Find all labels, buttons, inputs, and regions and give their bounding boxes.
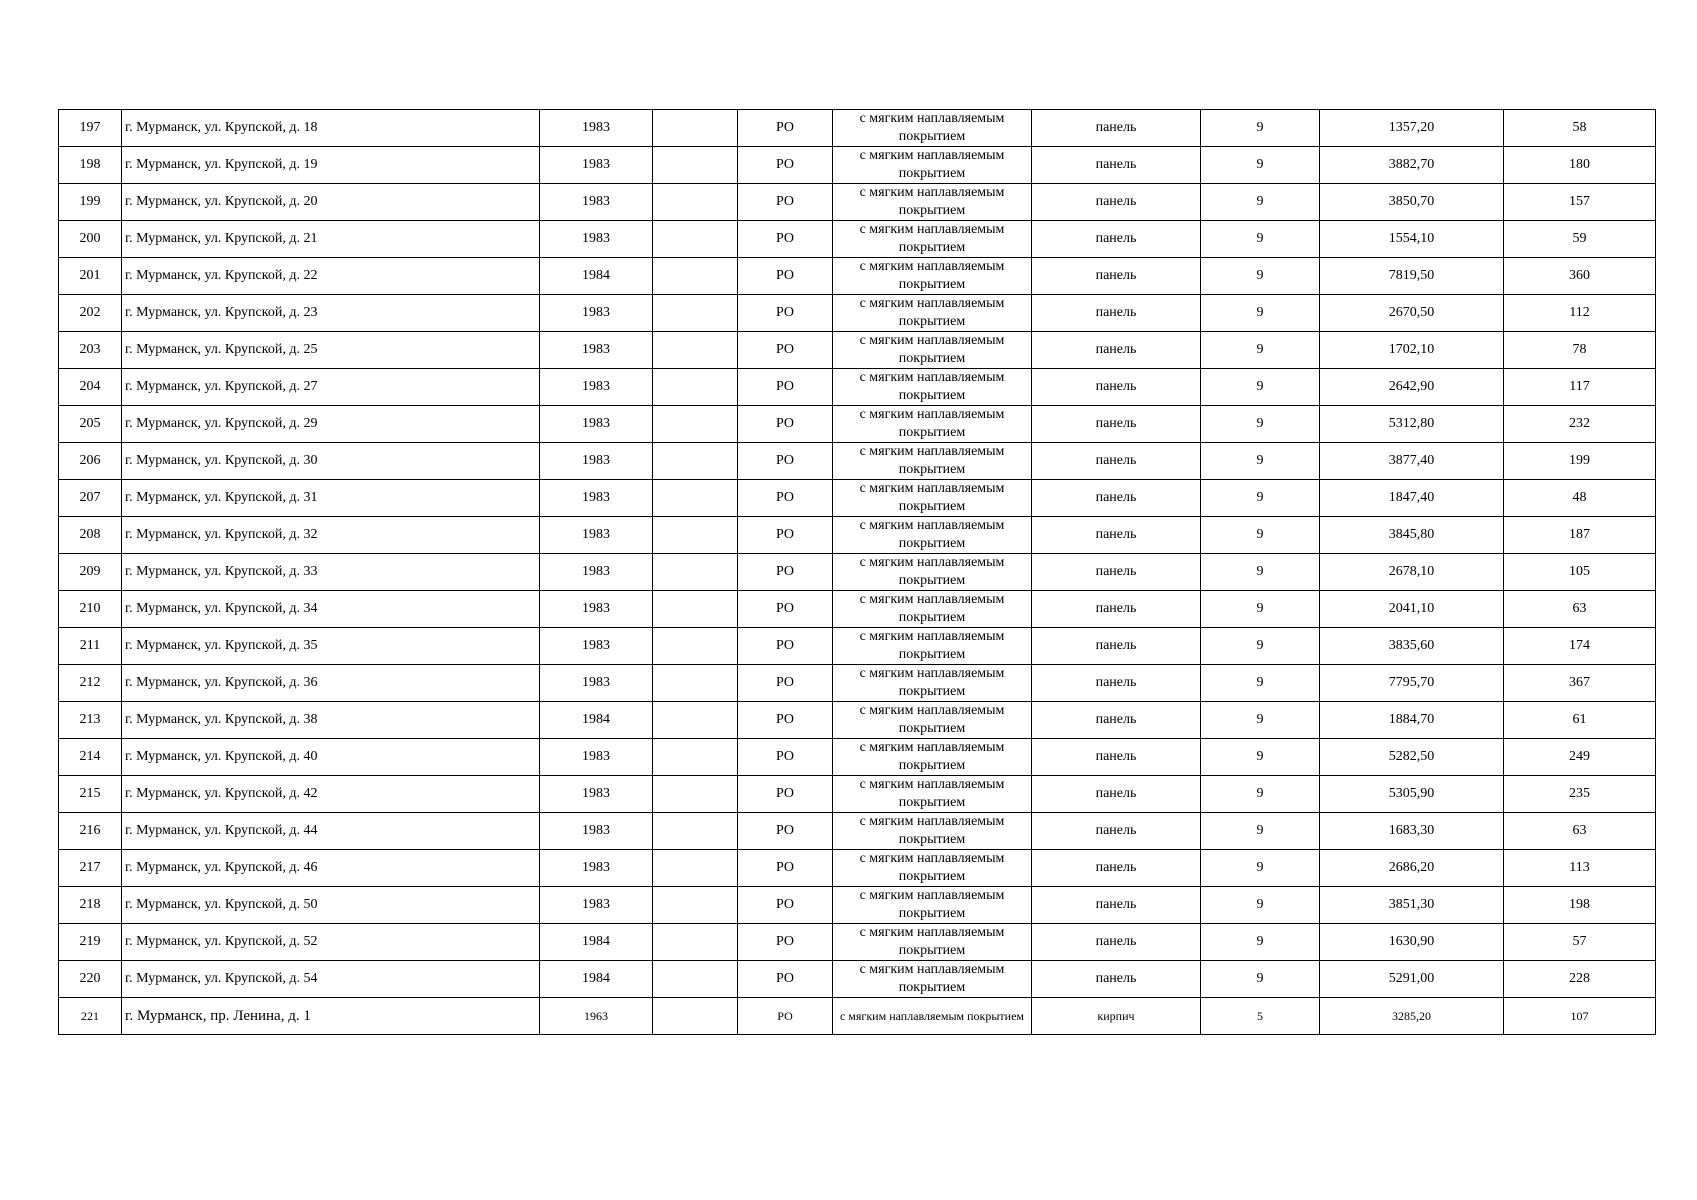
row-number-cell: 203 <box>59 332 122 369</box>
wall-material-cell: панель <box>1032 406 1201 443</box>
floors-cell: 5 <box>1201 998 1320 1035</box>
address-cell: г. Мурманск, ул. Крупской, д. 36 <box>122 665 540 702</box>
count-cell: 360 <box>1504 258 1656 295</box>
table-row <box>59 887 1656 924</box>
roof-type-cell: с мягким наплавляемым покрытием <box>833 443 1032 480</box>
empty-cell <box>653 998 738 1035</box>
floors-cell: 9 <box>1201 924 1320 961</box>
table-row <box>59 480 1656 517</box>
build-year-cell: 1983 <box>540 887 653 924</box>
table-row <box>59 258 1656 295</box>
address-cell: г. Мурманск, ул. Крупской, д. 50 <box>122 887 540 924</box>
row-number-cell: 211 <box>59 628 122 665</box>
empty-cell <box>653 887 738 924</box>
empty-cell <box>653 628 738 665</box>
area-cell: 3845,80 <box>1320 517 1504 554</box>
wall-material-cell: панель <box>1032 221 1201 258</box>
row-number-cell: 205 <box>59 406 122 443</box>
roof-type-cell: с мягким наплавляемым покрытием <box>833 147 1032 184</box>
area-cell: 1683,30 <box>1320 813 1504 850</box>
empty-cell <box>653 813 738 850</box>
code-cell: РО <box>738 295 833 332</box>
row-number-cell: 207 <box>59 480 122 517</box>
roof-type-cell: с мягким наплавляемым покрытием <box>833 739 1032 776</box>
area-cell: 3877,40 <box>1320 443 1504 480</box>
address-cell: г. Мурманск, ул. Крупской, д. 27 <box>122 369 540 406</box>
code-cell: РО <box>738 221 833 258</box>
table-row <box>59 739 1656 776</box>
count-cell: 57 <box>1504 924 1656 961</box>
count-cell: 187 <box>1504 517 1656 554</box>
count-cell: 105 <box>1504 554 1656 591</box>
build-year-cell: 1983 <box>540 813 653 850</box>
row-number-cell: 218 <box>59 887 122 924</box>
count-cell: 63 <box>1504 591 1656 628</box>
row-number-cell: 198 <box>59 147 122 184</box>
table-row <box>59 369 1656 406</box>
floors-cell: 9 <box>1201 332 1320 369</box>
count-cell: 198 <box>1504 887 1656 924</box>
count-cell: 107 <box>1504 998 1656 1035</box>
empty-cell <box>653 591 738 628</box>
area-cell: 3835,60 <box>1320 628 1504 665</box>
area-cell: 5291,00 <box>1320 961 1504 998</box>
empty-cell <box>653 147 738 184</box>
area-cell: 1847,40 <box>1320 480 1504 517</box>
code-cell: РО <box>738 591 833 628</box>
roof-type-cell: с мягким наплавляемым покрытием <box>833 961 1032 998</box>
address-cell: г. Мурманск, ул. Крупской, д. 32 <box>122 517 540 554</box>
wall-material-cell: панель <box>1032 517 1201 554</box>
empty-cell <box>653 924 738 961</box>
count-cell: 228 <box>1504 961 1656 998</box>
build-year-cell: 1983 <box>540 776 653 813</box>
area-cell: 1702,10 <box>1320 332 1504 369</box>
area-cell: 3285,20 <box>1320 998 1504 1035</box>
wall-material-cell: панель <box>1032 665 1201 702</box>
floors-cell: 9 <box>1201 776 1320 813</box>
area-cell: 5282,50 <box>1320 739 1504 776</box>
floors-cell: 9 <box>1201 813 1320 850</box>
roof-type-cell: с мягким наплавляемым покрытием <box>833 591 1032 628</box>
floors-cell: 9 <box>1201 665 1320 702</box>
code-cell: РО <box>738 924 833 961</box>
address-cell: г. Мурманск, ул. Крупской, д. 18 <box>122 110 540 147</box>
table-row <box>59 924 1656 961</box>
build-year-cell: 1983 <box>540 665 653 702</box>
count-cell: 48 <box>1504 480 1656 517</box>
wall-material-cell: панель <box>1032 184 1201 221</box>
empty-cell <box>653 332 738 369</box>
floors-cell: 9 <box>1201 850 1320 887</box>
code-cell: РО <box>738 998 833 1035</box>
row-number-cell: 200 <box>59 221 122 258</box>
empty-cell <box>653 776 738 813</box>
area-cell: 2686,20 <box>1320 850 1504 887</box>
area-cell: 3850,70 <box>1320 184 1504 221</box>
code-cell: РО <box>738 184 833 221</box>
code-cell: РО <box>738 850 833 887</box>
area-cell: 7819,50 <box>1320 258 1504 295</box>
code-cell: РО <box>738 517 833 554</box>
build-year-cell: 1983 <box>540 147 653 184</box>
build-year-cell: 1983 <box>540 591 653 628</box>
wall-material-cell: панель <box>1032 332 1201 369</box>
empty-cell <box>653 554 738 591</box>
floors-cell: 9 <box>1201 295 1320 332</box>
table-row <box>59 628 1656 665</box>
roof-type-cell: с мягким наплавляемым покрытием <box>833 665 1032 702</box>
floors-cell: 9 <box>1201 147 1320 184</box>
table-row <box>59 110 1656 147</box>
wall-material-cell: панель <box>1032 554 1201 591</box>
wall-material-cell: панель <box>1032 295 1201 332</box>
build-year-cell: 1983 <box>540 184 653 221</box>
code-cell: РО <box>738 961 833 998</box>
floors-cell: 9 <box>1201 591 1320 628</box>
address-cell: г. Мурманск, ул. Крупской, д. 40 <box>122 739 540 776</box>
row-number-cell: 217 <box>59 850 122 887</box>
wall-material-cell: панель <box>1032 739 1201 776</box>
roof-type-cell: с мягким наплавляемым покрытием <box>833 295 1032 332</box>
address-cell: г. Мурманск, ул. Крупской, д. 19 <box>122 147 540 184</box>
build-year-cell: 1983 <box>540 628 653 665</box>
row-number-cell: 215 <box>59 776 122 813</box>
table-row <box>59 517 1656 554</box>
row-number-cell: 201 <box>59 258 122 295</box>
wall-material-cell: панель <box>1032 776 1201 813</box>
floors-cell: 9 <box>1201 184 1320 221</box>
area-cell: 2642,90 <box>1320 369 1504 406</box>
address-cell: г. Мурманск, ул. Крупской, д. 29 <box>122 406 540 443</box>
address-cell: г. Мурманск, ул. Крупской, д. 21 <box>122 221 540 258</box>
code-cell: РО <box>738 110 833 147</box>
count-cell: 112 <box>1504 295 1656 332</box>
table-row <box>59 443 1656 480</box>
address-cell: г. Мурманск, ул. Крупской, д. 38 <box>122 702 540 739</box>
wall-material-cell: панель <box>1032 961 1201 998</box>
empty-cell <box>653 517 738 554</box>
count-cell: 249 <box>1504 739 1656 776</box>
floors-cell: 9 <box>1201 554 1320 591</box>
area-cell: 2041,10 <box>1320 591 1504 628</box>
area-cell: 2670,50 <box>1320 295 1504 332</box>
roof-type-cell: с мягким наплавляемым покрытием <box>833 221 1032 258</box>
empty-cell <box>653 443 738 480</box>
code-cell: РО <box>738 443 833 480</box>
table-row <box>59 850 1656 887</box>
floors-cell: 9 <box>1201 887 1320 924</box>
floors-cell: 9 <box>1201 443 1320 480</box>
count-cell: 199 <box>1504 443 1656 480</box>
table-row <box>59 776 1656 813</box>
build-year-cell: 1983 <box>540 850 653 887</box>
row-number-cell: 219 <box>59 924 122 961</box>
empty-cell <box>653 850 738 887</box>
area-cell: 5305,90 <box>1320 776 1504 813</box>
housing-registry-table <box>58 109 1656 1035</box>
area-cell: 2678,10 <box>1320 554 1504 591</box>
area-cell: 1630,90 <box>1320 924 1504 961</box>
wall-material-cell: панель <box>1032 110 1201 147</box>
code-cell: РО <box>738 258 833 295</box>
floors-cell: 9 <box>1201 739 1320 776</box>
address-cell: г. Мурманск, ул. Крупской, д. 20 <box>122 184 540 221</box>
count-cell: 58 <box>1504 110 1656 147</box>
floors-cell: 9 <box>1201 369 1320 406</box>
build-year-cell: 1983 <box>540 221 653 258</box>
table-row <box>59 221 1656 258</box>
empty-cell <box>653 221 738 258</box>
table-row <box>59 554 1656 591</box>
code-cell: РО <box>738 665 833 702</box>
address-cell: г. Мурманск, ул. Крупской, д. 52 <box>122 924 540 961</box>
code-cell: РО <box>738 776 833 813</box>
code-cell: РО <box>738 406 833 443</box>
table-row <box>59 665 1656 702</box>
row-number-cell: 199 <box>59 184 122 221</box>
code-cell: РО <box>738 147 833 184</box>
address-cell: г. Мурманск, ул. Крупской, д. 23 <box>122 295 540 332</box>
floors-cell: 9 <box>1201 110 1320 147</box>
roof-type-cell: с мягким наплавляемым покрытием <box>833 887 1032 924</box>
build-year-cell: 1983 <box>540 517 653 554</box>
table-row <box>59 184 1656 221</box>
build-year-cell: 1983 <box>540 369 653 406</box>
code-cell: РО <box>738 628 833 665</box>
row-number-cell: 221 <box>59 998 122 1035</box>
floors-cell: 9 <box>1201 702 1320 739</box>
row-number-cell: 202 <box>59 295 122 332</box>
wall-material-cell: панель <box>1032 924 1201 961</box>
row-number-cell: 209 <box>59 554 122 591</box>
table-row <box>59 591 1656 628</box>
count-cell: 78 <box>1504 332 1656 369</box>
wall-material-cell: панель <box>1032 480 1201 517</box>
address-cell: г. Мурманск, ул. Крупской, д. 42 <box>122 776 540 813</box>
roof-type-cell: с мягким наплавляемым покрытием <box>833 332 1032 369</box>
area-cell: 3882,70 <box>1320 147 1504 184</box>
row-number-cell: 220 <box>59 961 122 998</box>
build-year-cell: 1983 <box>540 554 653 591</box>
build-year-cell: 1983 <box>540 443 653 480</box>
address-cell: г. Мурманск, ул. Крупской, д. 25 <box>122 332 540 369</box>
build-year-cell: 1963 <box>540 998 653 1035</box>
table-row <box>59 813 1656 850</box>
empty-cell <box>653 369 738 406</box>
address-cell: г. Мурманск, ул. Крупской, д. 46 <box>122 850 540 887</box>
wall-material-cell: панель <box>1032 591 1201 628</box>
empty-cell <box>653 184 738 221</box>
wall-material-cell: панель <box>1032 147 1201 184</box>
table-body <box>59 110 1656 1035</box>
area-cell: 5312,80 <box>1320 406 1504 443</box>
count-cell: 117 <box>1504 369 1656 406</box>
code-cell: РО <box>738 813 833 850</box>
count-cell: 174 <box>1504 628 1656 665</box>
floors-cell: 9 <box>1201 961 1320 998</box>
count-cell: 157 <box>1504 184 1656 221</box>
roof-type-cell: с мягким наплавляемым покрытием <box>833 850 1032 887</box>
roof-type-cell: с мягким наплавляемым покрытием <box>833 517 1032 554</box>
build-year-cell: 1984 <box>540 702 653 739</box>
roof-type-cell: с мягким наплавляемым покрытием <box>833 628 1032 665</box>
wall-material-cell: кирпич <box>1032 998 1201 1035</box>
table-row <box>59 406 1656 443</box>
build-year-cell: 1984 <box>540 961 653 998</box>
count-cell: 235 <box>1504 776 1656 813</box>
table-row <box>59 998 1656 1035</box>
count-cell: 63 <box>1504 813 1656 850</box>
wall-material-cell: панель <box>1032 850 1201 887</box>
count-cell: 180 <box>1504 147 1656 184</box>
address-cell: г. Мурманск, ул. Крупской, д. 31 <box>122 480 540 517</box>
roof-type-cell: с мягким наплавляемым покрытием <box>833 998 1032 1035</box>
build-year-cell: 1983 <box>540 739 653 776</box>
row-number-cell: 206 <box>59 443 122 480</box>
address-cell: г. Мурманск, ул. Крупской, д. 54 <box>122 961 540 998</box>
roof-type-cell: с мягким наплавляемым покрытием <box>833 554 1032 591</box>
floors-cell: 9 <box>1201 221 1320 258</box>
table-row <box>59 332 1656 369</box>
row-number-cell: 212 <box>59 665 122 702</box>
empty-cell <box>653 480 738 517</box>
empty-cell <box>653 406 738 443</box>
wall-material-cell: панель <box>1032 258 1201 295</box>
build-year-cell: 1983 <box>540 480 653 517</box>
table-row <box>59 147 1656 184</box>
roof-type-cell: с мягким наплавляемым покрытием <box>833 369 1032 406</box>
empty-cell <box>653 739 738 776</box>
count-cell: 232 <box>1504 406 1656 443</box>
address-cell: г. Мурманск, ул. Крупской, д. 33 <box>122 554 540 591</box>
area-cell: 7795,70 <box>1320 665 1504 702</box>
area-cell: 1884,70 <box>1320 702 1504 739</box>
roof-type-cell: с мягким наплавляемым покрытием <box>833 480 1032 517</box>
area-cell: 1554,10 <box>1320 221 1504 258</box>
area-cell: 3851,30 <box>1320 887 1504 924</box>
address-cell: г. Мурманск, ул. Крупской, д. 22 <box>122 258 540 295</box>
empty-cell <box>653 702 738 739</box>
code-cell: РО <box>738 369 833 406</box>
code-cell: РО <box>738 332 833 369</box>
roof-type-cell: с мягким наплавляемым покрытием <box>833 406 1032 443</box>
wall-material-cell: панель <box>1032 813 1201 850</box>
count-cell: 61 <box>1504 702 1656 739</box>
roof-type-cell: с мягким наплавляемым покрытием <box>833 776 1032 813</box>
build-year-cell: 1983 <box>540 406 653 443</box>
code-cell: РО <box>738 554 833 591</box>
build-year-cell: 1984 <box>540 258 653 295</box>
wall-material-cell: панель <box>1032 887 1201 924</box>
roof-type-cell: с мягким наплавляемым покрытием <box>833 813 1032 850</box>
build-year-cell: 1983 <box>540 295 653 332</box>
roof-type-cell: с мягким наплавляемым покрытием <box>833 184 1032 221</box>
table-row <box>59 295 1656 332</box>
address-cell: г. Мурманск, ул. Крупской, д. 30 <box>122 443 540 480</box>
floors-cell: 9 <box>1201 517 1320 554</box>
roof-type-cell: с мягким наплавляемым покрытием <box>833 702 1032 739</box>
address-cell: г. Мурманск, ул. Крупской, д. 35 <box>122 628 540 665</box>
row-number-cell: 214 <box>59 739 122 776</box>
roof-type-cell: с мягким наплавляемым покрытием <box>833 110 1032 147</box>
address-cell: г. Мурманск, ул. Крупской, д. 34 <box>122 591 540 628</box>
code-cell: РО <box>738 480 833 517</box>
count-cell: 113 <box>1504 850 1656 887</box>
row-number-cell: 204 <box>59 369 122 406</box>
row-number-cell: 208 <box>59 517 122 554</box>
empty-cell <box>653 110 738 147</box>
row-number-cell: 216 <box>59 813 122 850</box>
table-row <box>59 961 1656 998</box>
count-cell: 59 <box>1504 221 1656 258</box>
wall-material-cell: панель <box>1032 443 1201 480</box>
empty-cell <box>653 665 738 702</box>
roof-type-cell: с мягким наплавляемым покрытием <box>833 924 1032 961</box>
build-year-cell: 1983 <box>540 110 653 147</box>
floors-cell: 9 <box>1201 480 1320 517</box>
row-number-cell: 210 <box>59 591 122 628</box>
floors-cell: 9 <box>1201 258 1320 295</box>
empty-cell <box>653 295 738 332</box>
roof-type-cell: с мягким наплавляемым покрытием <box>833 258 1032 295</box>
table-row <box>59 702 1656 739</box>
code-cell: РО <box>738 887 833 924</box>
address-cell: г. Мурманск, пр. Ленина, д. 1 <box>122 998 540 1035</box>
code-cell: РО <box>738 739 833 776</box>
build-year-cell: 1984 <box>540 924 653 961</box>
count-cell: 367 <box>1504 665 1656 702</box>
code-cell: РО <box>738 702 833 739</box>
floors-cell: 9 <box>1201 406 1320 443</box>
empty-cell <box>653 258 738 295</box>
wall-material-cell: панель <box>1032 628 1201 665</box>
build-year-cell: 1983 <box>540 332 653 369</box>
address-cell: г. Мурманск, ул. Крупской, д. 44 <box>122 813 540 850</box>
empty-cell <box>653 961 738 998</box>
wall-material-cell: панель <box>1032 369 1201 406</box>
area-cell: 1357,20 <box>1320 110 1504 147</box>
wall-material-cell: панель <box>1032 702 1201 739</box>
floors-cell: 9 <box>1201 628 1320 665</box>
row-number-cell: 197 <box>59 110 122 147</box>
row-number-cell: 213 <box>59 702 122 739</box>
